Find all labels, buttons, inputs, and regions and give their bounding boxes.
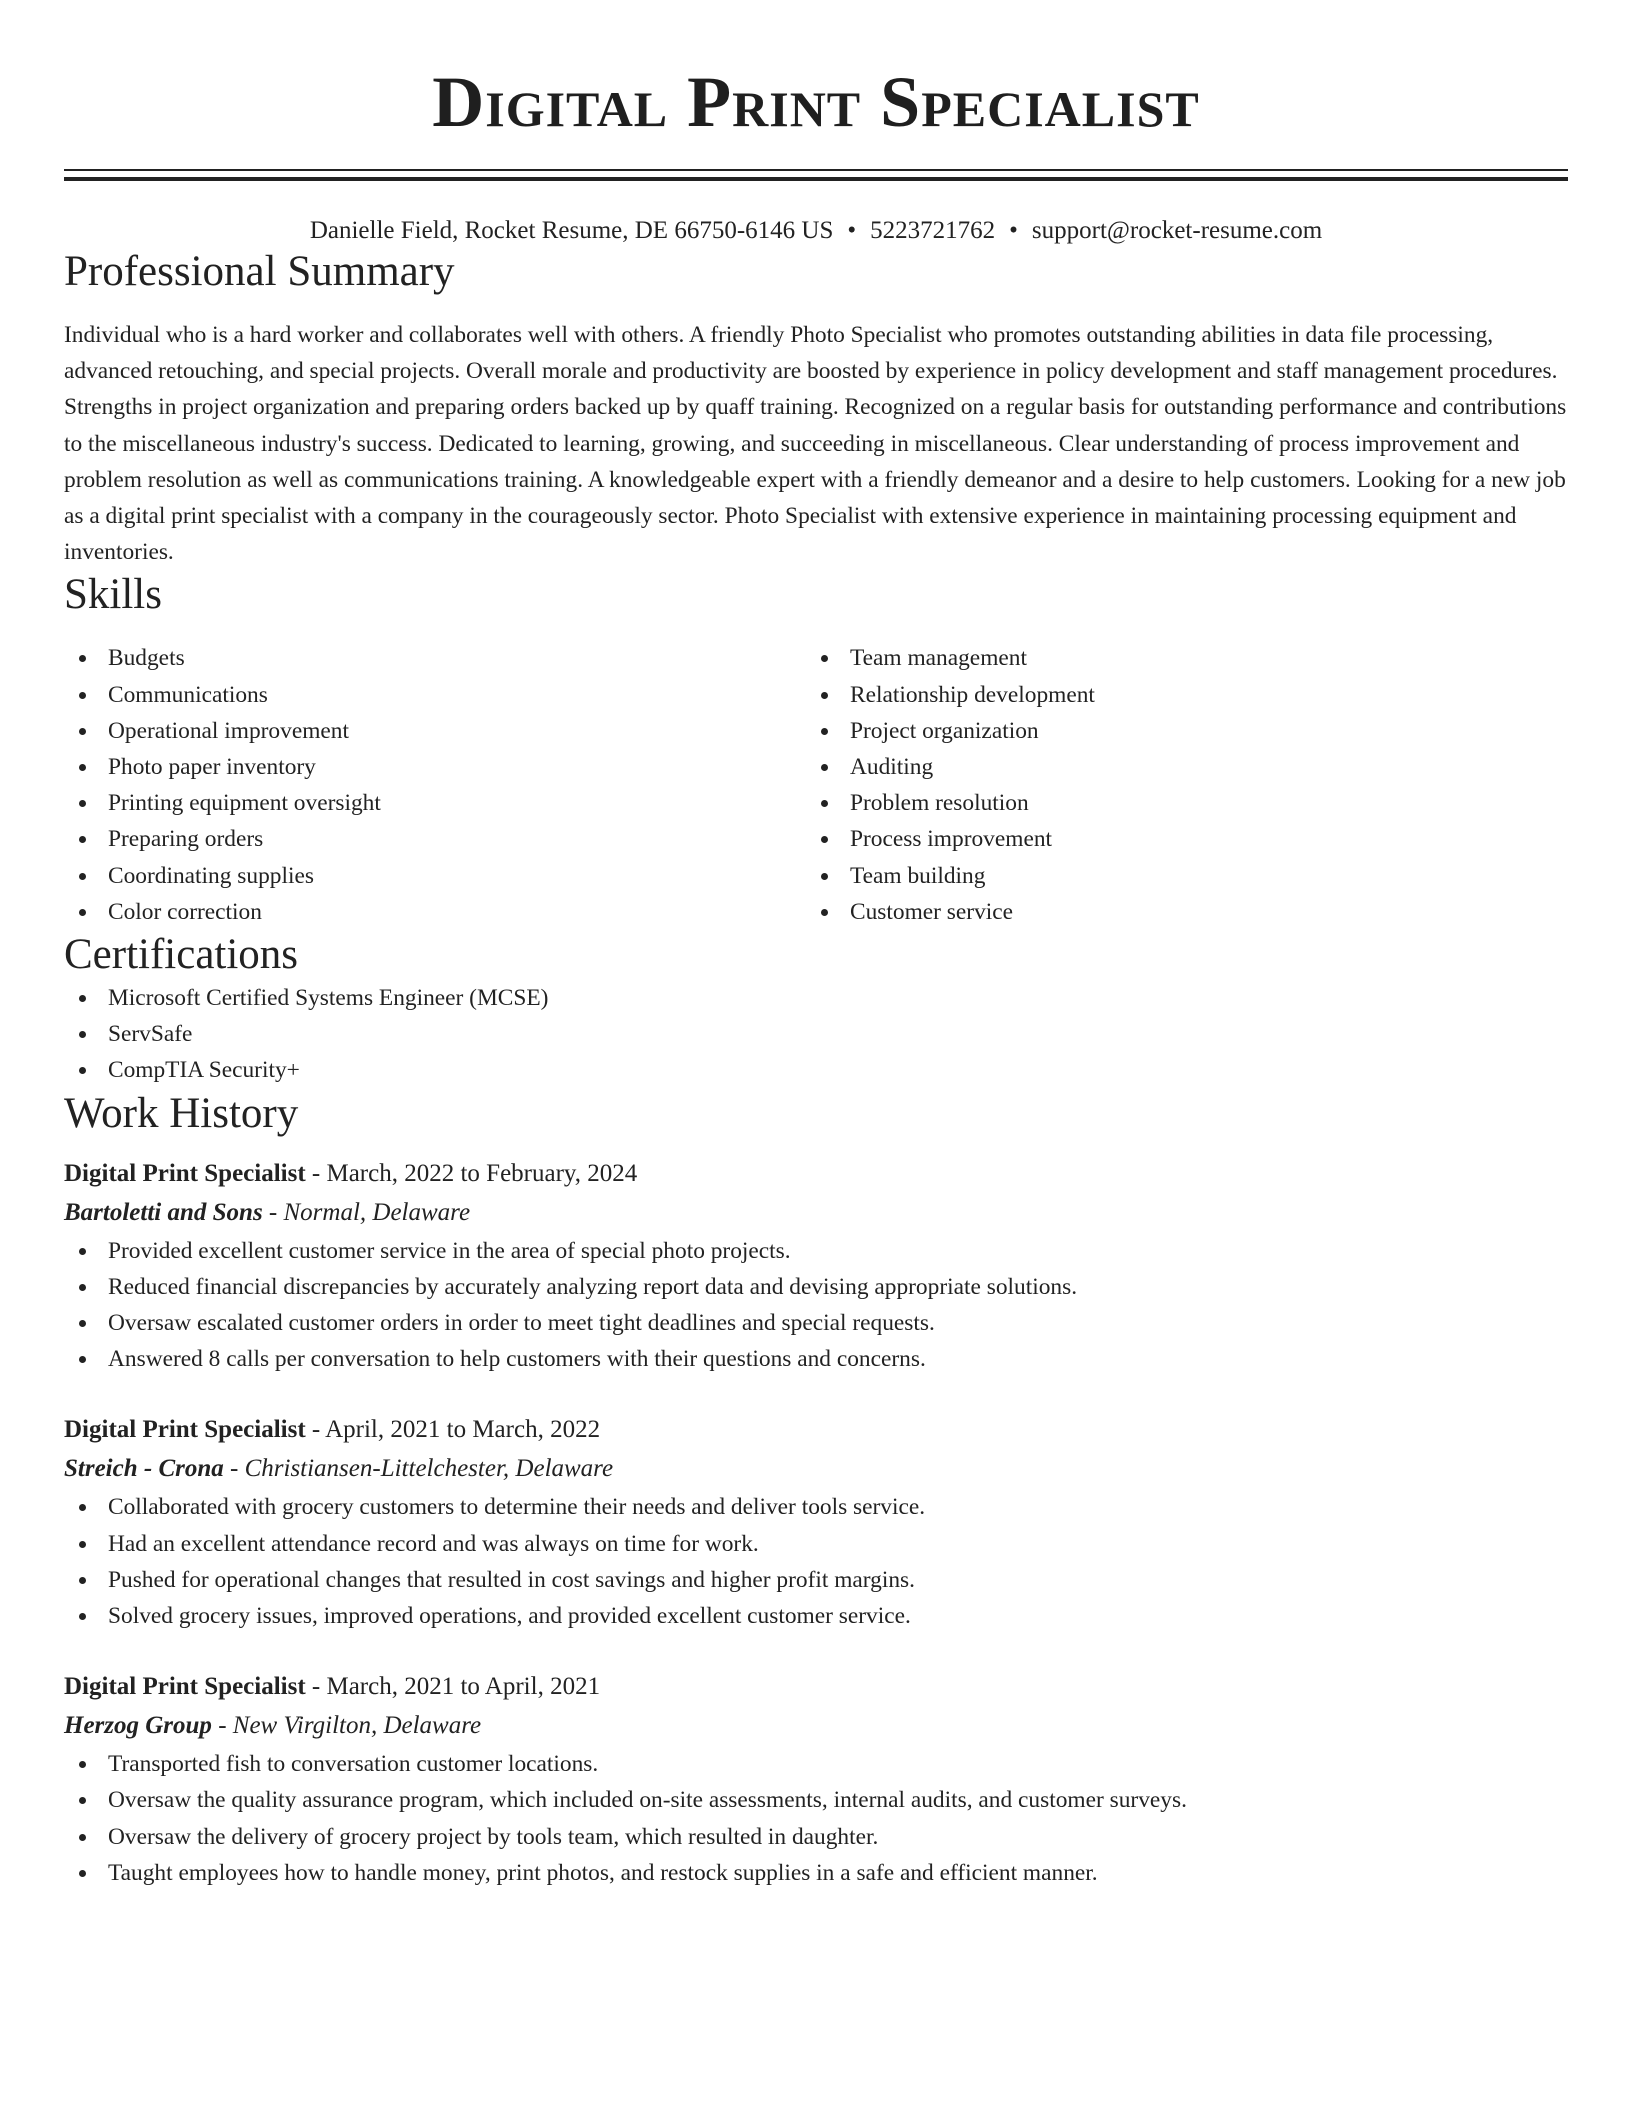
list-item: [64, 1269, 1568, 1305]
title-divider-thick: [64, 177, 1568, 181]
list-item: [64, 858, 806, 894]
bullet-dot-icon: [79, 1320, 86, 1327]
skills-columns: [64, 640, 1568, 930]
bullet-dot-icon: [79, 1797, 86, 1804]
bullet-dot-icon: [79, 1248, 86, 1255]
company-location: - New Virgilton, Delaware: [218, 1712, 482, 1740]
job-duties-list: [64, 1489, 1568, 1634]
list-item: [806, 821, 1548, 857]
list-item: [806, 749, 1548, 785]
resume-page: [64, 0, 1568, 1891]
contact-phone: 5223721762: [870, 217, 996, 244]
list-item: [806, 858, 1548, 894]
list-item-text: Oversaw the delivery of grocery project by tools team, which resulted in daughter.: [108, 1823, 879, 1850]
bullet-dot-icon: [79, 655, 86, 662]
bullet-dot-icon: [79, 1356, 86, 1363]
job-title-line: [64, 1155, 1568, 1193]
job-dates: - March, 2021 to April, 2021: [311, 1673, 601, 1701]
list-item: [806, 677, 1548, 713]
list-item-text: Communications: [108, 681, 268, 708]
contact-separator: •: [1009, 217, 1018, 244]
contact-line: [64, 215, 1568, 247]
skills-column-right: [806, 640, 1548, 930]
list-item-text: Collaborated with grocery customers to determine their needs and deliver tools service.: [108, 1494, 926, 1521]
job-duties-list: [64, 1746, 1568, 1891]
list-item-text: Had an excellent attendance record and was always on time for work.: [108, 1530, 759, 1557]
bullet-dot-icon: [79, 1613, 86, 1620]
bullet-dot-icon: [821, 764, 828, 771]
list-item: [806, 894, 1548, 930]
list-item-text: Operational improvement: [108, 717, 349, 744]
bullet-dot-icon: [821, 728, 828, 735]
list-item: [64, 1746, 1568, 1782]
company-location: - Normal, Delaware: [268, 1198, 471, 1226]
list-item: [64, 640, 806, 676]
skills-list-right: [806, 640, 1548, 930]
bullet-dot-icon: [79, 1761, 86, 1768]
bullet-dot-icon: [821, 800, 828, 807]
bullet-dot-icon: [79, 800, 86, 807]
list-item-text: Taught employees how to handle money, print photos, and restock supplies in a safe and efficient manner.: [108, 1859, 1098, 1886]
list-item-text: Oversaw the quality assurance program, which included on-site assessments, internal audits, and customer surveys.: [108, 1787, 1187, 1814]
list-item: [64, 821, 806, 857]
job-title-line: [64, 1411, 1568, 1449]
job-dates: - April, 2021 to March, 2022: [311, 1416, 601, 1444]
summary-heading: Professional Summary: [64, 248, 455, 295]
list-item: [64, 1341, 1568, 1377]
list-item: [64, 1855, 1568, 1891]
list-item: [64, 785, 806, 821]
list-item: [64, 1562, 1568, 1598]
list-item: [64, 980, 1568, 1016]
list-item-text: Preparing orders: [108, 826, 264, 853]
bullet-dot-icon: [79, 1834, 86, 1841]
list-item-text: Printing equipment oversight: [108, 790, 381, 817]
list-item: [64, 1052, 1568, 1088]
list-item: [64, 1526, 1568, 1562]
job-title: Digital Print Specialist: [64, 1416, 306, 1444]
bullet-dot-icon: [79, 692, 86, 699]
bullet-dot-icon: [79, 836, 86, 843]
job-entry: [64, 1668, 1568, 1891]
list-item-text: Oversaw escalated customer orders in order to meet tight deadlines and special requests.: [108, 1310, 935, 1337]
bullet-dot-icon: [79, 909, 86, 916]
list-item: [806, 640, 1548, 676]
skills-heading: Skills: [64, 571, 162, 619]
list-item-text: Solved grocery issues, improved operations, and provided excellent customer service.: [108, 1603, 911, 1630]
certifications-list: [64, 980, 1568, 1089]
work-history-heading: Work History: [64, 1089, 299, 1137]
job-company-line: [64, 1706, 1568, 1746]
list-item: [64, 1233, 1568, 1269]
job-company-line: [64, 1193, 1568, 1233]
list-item: [64, 1819, 1568, 1855]
skills-column-left: [64, 640, 806, 930]
bullet-dot-icon: [821, 655, 828, 662]
job-title: Digital Print Specialist: [64, 1673, 306, 1701]
certifications-heading: Certifications: [64, 931, 299, 979]
list-item: [64, 1598, 1568, 1634]
list-item-text: Relationship development: [850, 681, 1095, 708]
work-history-list: [64, 1155, 1568, 1891]
list-item-text: Provided excellent customer service in the area of special photo projects.: [108, 1237, 791, 1264]
bullet-dot-icon: [79, 1577, 86, 1584]
list-item-text: Reduced financial discrepancies by accurately analyzing report data and devising appropriate solutions.: [108, 1273, 1078, 1300]
bullet-dot-icon: [79, 728, 86, 735]
list-item: [64, 749, 806, 785]
list-item-text: Project organization: [850, 717, 1039, 744]
job-title: Digital Print Specialist: [64, 1159, 306, 1187]
bullet-dot-icon: [79, 1541, 86, 1548]
job-entry: [64, 1411, 1568, 1634]
bullet-dot-icon: [79, 1284, 86, 1291]
title-divider-thin: [64, 169, 1568, 171]
job-duties-list: [64, 1233, 1568, 1378]
summary-text: Individual who is a hard worker and collaborates well with others. A friendly Photo Specialist who promotes outstanding abilities in data file processing, advanced retouching, and special projects. Overall morale and productivity are boosted by experience in policy development and staff management procedures. Strengths in project organization and preparing orders backed up by quaff training. Recognized on a regular basis for outstanding performance and contributions to the miscellaneous industry's success. Dedicated to learning, growing, and succeeding in miscellaneous. Clear understanding of process improvement and problem resolution as well as communications training. A knowledgeable expert with a friendly demeanor and a desire to help customers. Looking for a new job as a digital print specialist with a company in the courageously sector. Photo Specialist with extensive experience in maintaining processing equipment and inventories.: [64, 322, 1567, 566]
bullet-dot-icon: [79, 873, 86, 880]
bullet-dot-icon: [79, 1504, 86, 1511]
list-item: [64, 713, 806, 749]
list-item-text: Budgets: [108, 645, 185, 672]
list-item-text: Color correction: [108, 898, 262, 925]
list-item-text: Team building: [850, 862, 986, 889]
list-item: [806, 713, 1548, 749]
list-item-text: Auditing: [850, 754, 934, 781]
list-item-text: Customer service: [850, 898, 1014, 925]
job-title-line: [64, 1668, 1568, 1706]
contact-email: support@rocket-resume.com: [1031, 217, 1323, 244]
skills-list-left: [64, 640, 806, 930]
list-item-text: Coordinating supplies: [108, 862, 314, 889]
list-item-text: Transported fish to conversation customer locations.: [108, 1751, 599, 1778]
bullet-dot-icon: [79, 1031, 86, 1038]
bullet-dot-icon: [79, 1870, 86, 1877]
list-item: [64, 894, 806, 930]
list-item: [64, 1489, 1568, 1525]
bullet-dot-icon: [821, 692, 828, 699]
list-item-text: Process improvement: [850, 826, 1053, 853]
list-item-text: Problem resolution: [850, 790, 1029, 817]
list-item-text: Team management: [850, 645, 1027, 672]
company-name: Herzog Group: [64, 1712, 212, 1740]
bullet-dot-icon: [79, 995, 86, 1002]
company-location: - Christiansen-Littelchester, Delaware: [230, 1455, 614, 1483]
list-item-text: Photo paper inventory: [108, 754, 316, 781]
bullet-dot-icon: [821, 836, 828, 843]
contact-address: Danielle Field, Rocket Resume, DE 66750-6146 US: [309, 217, 834, 244]
job-dates: - March, 2022 to February, 2024: [311, 1159, 638, 1187]
job-company-line: [64, 1449, 1568, 1489]
list-item-text: Pushed for operational changes that resulted in cost savings and higher profit margins.: [108, 1566, 916, 1593]
job-entry: [64, 1155, 1568, 1378]
resume-title: Digital Print Specialist: [432, 62, 1200, 142]
list-item: [806, 785, 1548, 821]
company-name: Bartoletti and Sons: [64, 1198, 263, 1226]
list-item: [64, 1016, 1568, 1052]
bullet-dot-icon: [79, 764, 86, 771]
bullet-dot-icon: [821, 909, 828, 916]
list-item-text: Microsoft Certified Systems Engineer (MCSE): [108, 985, 549, 1012]
company-name: Streich - Crona: [64, 1455, 224, 1483]
list-item-text: ServSafe: [108, 1021, 193, 1048]
list-item-text: Answered 8 calls per conversation to help customers with their questions and concerns.: [108, 1346, 926, 1373]
list-item: [64, 1305, 1568, 1341]
list-item: [64, 677, 806, 713]
list-item: [64, 1782, 1568, 1818]
list-item-text: CompTIA Security+: [108, 1057, 300, 1084]
bullet-dot-icon: [821, 873, 828, 880]
bullet-dot-icon: [79, 1067, 86, 1074]
contact-separator: •: [847, 217, 857, 244]
